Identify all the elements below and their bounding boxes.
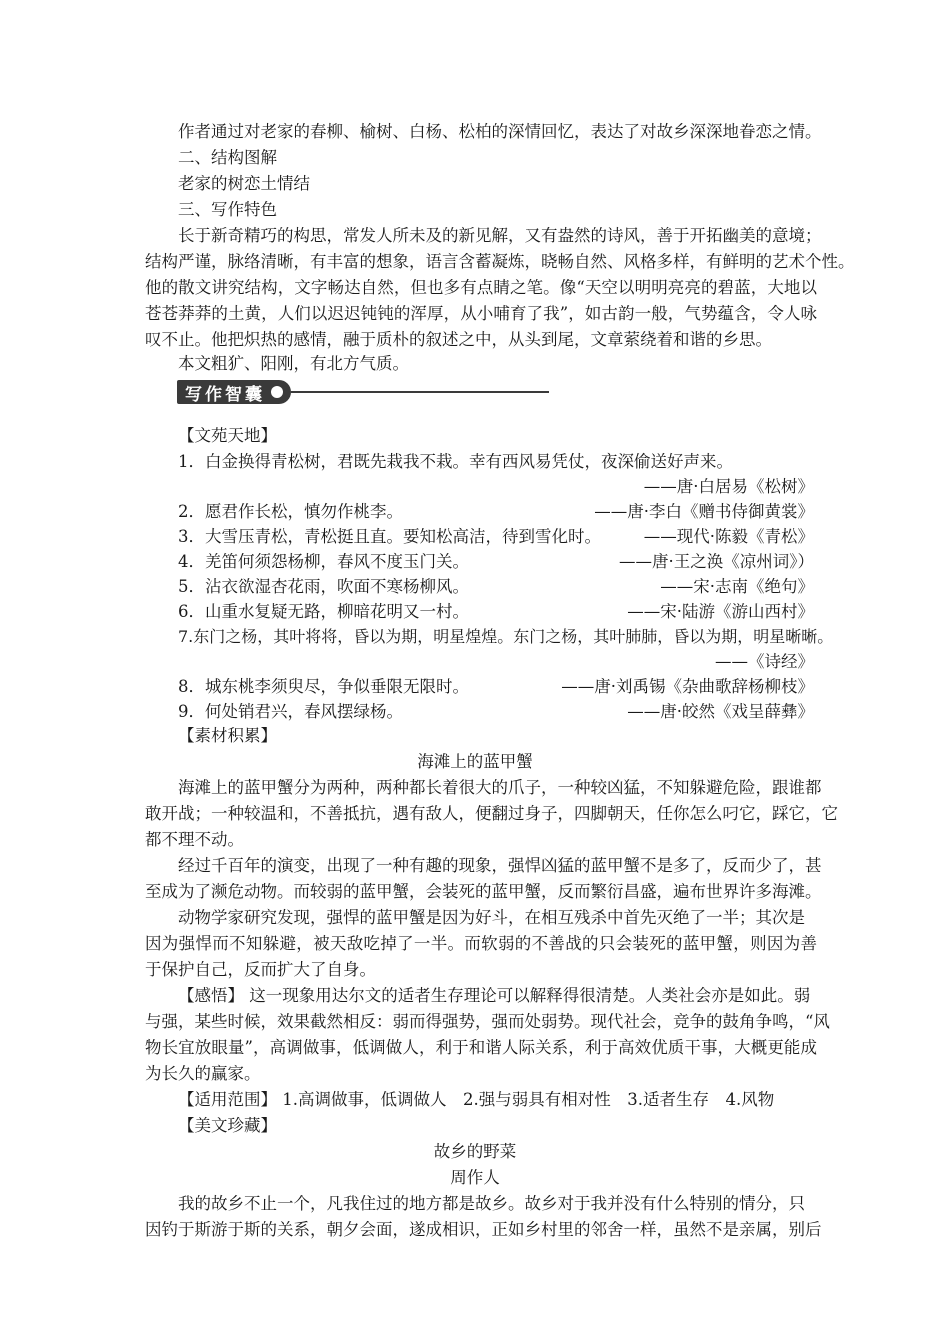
poem-line-7: 7.东门之杨，其叶将将，昏以为期，明星煌煌。东门之杨，其叶肺肺，昏以为期，明星晰晰。 (178, 627, 834, 646)
section-heading-features: 三、写作特色 (178, 200, 277, 219)
features-line-3: 他的散文讲究结构，文字畅达自然，但也多有点睛之笔。像“天空以明明亮亮的碧蓝，大地以 (145, 278, 817, 297)
section-banner (177, 379, 549, 405)
crab-para-1-line-1: 海滩上的蓝甲蟹分为两种，两种都长着很大的爪子，一种较凶猛，不知躲避危险，跟谁都 (178, 778, 822, 797)
structure-text: 老家的树恋土情结 (178, 174, 310, 193)
insight-line-2: 与强，某些时候，效果截然相反：弱而得强势，强而处弱势。现代社会，竞争的鼓角争鸣，“风 (145, 1012, 830, 1031)
crab-para-2-line-2: 至成为了濒危动物。而较弱的蓝甲蟹，会装死的蓝甲蟹，反而繁衍昌盛，遍布世界许多海滩。 (145, 882, 822, 901)
crab-para-3-line-2: 因为强悍而不知躲避，被天敌吃掉了一半。而软弱的不善战的只会装死的蓝甲蟹，则因为善 (145, 934, 817, 953)
article-title-wild-veg: 故乡的野菜 (433, 1142, 517, 1161)
insight-line-4: 为长久的赢家。 (145, 1064, 261, 1083)
essay-line-1: 我的故乡不止一个，凡我住过的地方都是故乡。故乡对于我并没有什么特别的情分，只 (178, 1194, 805, 1213)
crab-para-1-line-3: 都不理不动。 (145, 830, 244, 849)
crab-para-1-line-2: 敢开战；一种较温和，不善抵抗，遇有敌人，便翻过身子，四脚朝天，任你怎么叼它，踩它，它 (145, 804, 838, 823)
poem-source-6: ——宋·陆游《游山西村》 (627, 602, 814, 621)
poem-source-8: ——唐·刘禹锡《杂曲歌辞杨柳枝》 (561, 677, 814, 696)
section-heading-structure: 二、结构图解 (178, 148, 277, 167)
features-line-5: 叹不止。他把炽热的感情，融于质朴的叙述之中，从头到尾，文章萦绕着和谐的乡思。 (145, 330, 772, 349)
poem-source-3: ——现代·陈毅《青松》 (643, 527, 814, 546)
poem-line-1: 1．白金换得青松树，君既先栽我不栽。幸有西风易凭仗，夜深偷送好声来。 (178, 452, 733, 471)
poem-source-5: ——宋·志南《绝句》 (660, 577, 814, 596)
article-author: 周作人 (450, 1168, 500, 1187)
essay-line-2: 因钓于斯游于斯的关系，朝夕会面，遂成相识，正如乡村里的邻舍一样，虽然不是亲属，别后 (145, 1220, 822, 1239)
features-line-4: 苍苍莽莽的土黄，人们以迟迟钝钝的浑厚，从小哺育了我”，如古韵一般，气势蕴含，令人咏 (145, 304, 817, 323)
scope-line: 【适用范围】 1.高调做事，低调做人 2.强与弱具有相对性 3.适者生存 4.风物 (178, 1090, 775, 1109)
poem-line-8: 8．城东桃李须臾尽，争似垂限无限时。 (178, 677, 469, 696)
poem-source-9: ——唐·皎然《戏呈薛彝》 (627, 702, 814, 721)
features-line-1: 长于新奇精巧的构思，常发人所未及的新见解，又有盎然的诗风，善于开拓幽美的意境； (178, 226, 822, 245)
poem-line-2: 2．愿君作长松，慎勿作桃李。 (178, 502, 403, 521)
poem-source-2: ——唐·李白《赠书侍御黄裳》 (594, 502, 814, 521)
bullet-dot-icon (271, 386, 283, 398)
insight-line-3: 物长宜放眼量”，高调做事，低调做人，利于和谐人际关系，利于高效优质干事，大概更能成 (145, 1038, 817, 1057)
article-title-crab: 海滩上的蓝甲蟹 (417, 752, 533, 771)
poem-line-5: 5．沾衣欲湿杏花雨，吹面不寒杨柳风。 (178, 577, 469, 596)
poem-source-4: ——唐·王之涣《凉州词》） (619, 552, 814, 571)
banner-title: 写作智囊 (185, 384, 265, 405)
meiwen-heading: 【美文珍藏】 (178, 1116, 277, 1135)
poem-source-7: ——《诗经》 (715, 652, 814, 671)
banner-label (177, 380, 291, 404)
features-line-6: 本文粗犷、阳刚，有北方气质。 (178, 354, 409, 373)
insight-line-1: 【感悟】 这一现象用达尔文的适者生存理论可以解释得很清楚。人类社会亦是如此。弱 (178, 986, 811, 1005)
poem-source-1: ——唐·白居易《松树》 (643, 477, 814, 496)
features-line-2: 结构严谨，脉络清晰，有丰富的想象，语言含蓄凝炼，晓畅自然、风格多样，有鲜明的艺术个性。 (145, 252, 855, 271)
sucai-heading: 【素材积累】 (178, 726, 277, 745)
poem-line-6: 6．山重水复疑无路，柳暗花明又一村。 (178, 602, 469, 621)
poem-line-3: 3．大雪压青松，青松挺且直。要知松高洁，待到雪化时。 (178, 527, 601, 546)
intro-summary-line: 作者通过对老家的春柳、榆树、白杨、松柏的深情回忆，表达了对故乡深深地眷恋之情。 (178, 122, 822, 141)
crab-para-3-line-3: 于保护自己，反而扩大了自身。 (145, 960, 376, 979)
crab-para-3-line-1: 动物学家研究发现，强悍的蓝甲蟹是因为好斗，在相互残杀中首先灭绝了一半；其次是 (178, 908, 805, 927)
banner-rule (291, 391, 549, 393)
poem-line-4: 4．羌笛何须怨杨柳，春风不度玉门关。 (178, 552, 469, 571)
wenyuan-heading: 【文苑天地】 (178, 426, 277, 445)
poem-line-9: 9．何处销君兴，春风摆绿杨。 (178, 702, 403, 721)
crab-para-2-line-1: 经过千百年的演变，出现了一种有趣的现象，强悍凶猛的蓝甲蟹不是多了，反而少了，甚 (178, 856, 822, 875)
